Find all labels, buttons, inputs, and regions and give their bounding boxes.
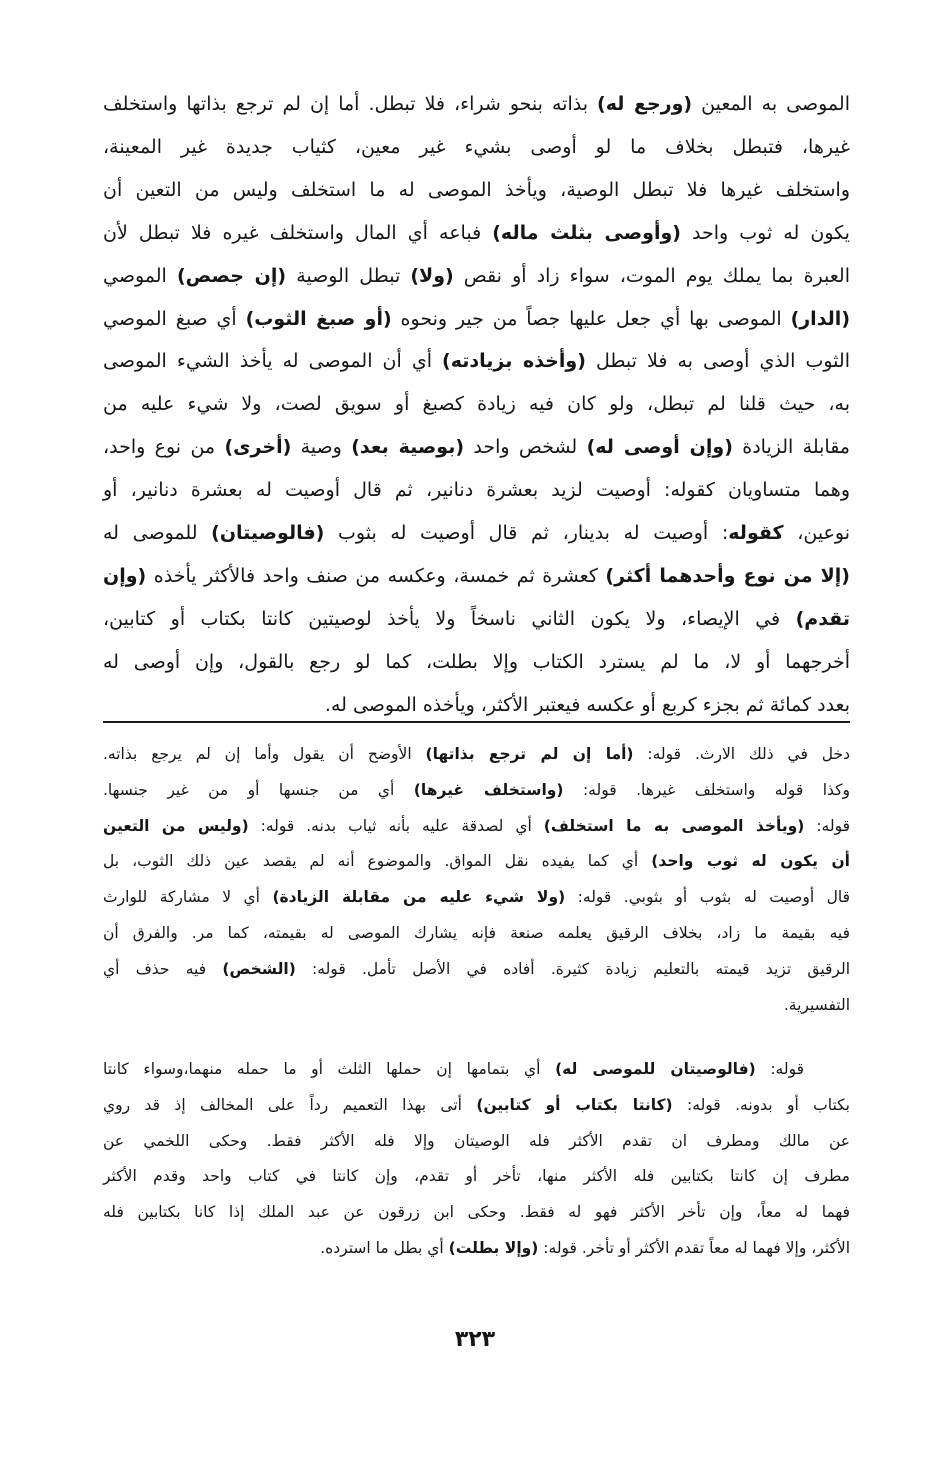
- text-segment: به، حيث قلنا لم تبطل، ولو كان فيه زيادة كصبغ أو سويق لصت، ولا شيء عليه من: [103, 393, 850, 416]
- footnote-paragraph: [103, 1052, 850, 1267]
- text-line: [103, 512, 850, 555]
- bold-term: (الدار): [790, 307, 851, 330]
- text-line: [103, 1052, 850, 1088]
- bold-term: (إلا من نوع وأحدهما أكثر): [605, 564, 850, 587]
- text-segment: الموصى بها أي جعل عليها جصاً من جير ونحوه: [391, 307, 791, 330]
- text-line: [103, 298, 850, 341]
- bold-term: (ويأخذ الموصى به ما استخلف): [543, 816, 805, 835]
- text-segment: غيرها، فتبطل بخلاف ما لو أوصى بشيء غير معين، كثياب جديدة غير المعينة،: [103, 135, 850, 158]
- bold-term: (بوصية بعد): [351, 436, 465, 459]
- bold-term: (أو صبغ الثوب): [245, 307, 392, 330]
- text-line: [103, 340, 850, 383]
- bold-term: (أما إن لم ترجع بذاتها): [425, 745, 634, 763]
- text-segment: أي كما يفيده نقل المواق. والموضوع أنه لم يقصد عين ذلك الثوب، بل: [103, 852, 652, 871]
- text-line: [103, 1195, 850, 1231]
- bold-term: أن يكون له ثوب واحد): [651, 852, 850, 871]
- text-line: [103, 844, 850, 880]
- bold-term: (واستخلف غيرها): [413, 780, 564, 799]
- text-segment: قوله:: [804, 816, 850, 835]
- text-segment: العبرة بما يملك يوم الموت، سواء زاد أو نقص: [453, 264, 850, 287]
- text-segment: أي لصدقة عليه بأنه ثياب بدنه. قوله:: [248, 816, 544, 835]
- text-line: [103, 880, 850, 916]
- text-segment: تبطل الوصية: [286, 264, 411, 287]
- text-segment: لشخص واحد: [464, 436, 587, 459]
- text-segment: أي بتمامها إن حملها الثلث أو ما حمله منهما،وسواء كانتا: [103, 1060, 556, 1078]
- text-segment: دخل في ذلك الارث. قوله:: [633, 745, 850, 763]
- text-segment: بذاته بنحو شراء، فلا تبطل. أما إن لم ترجع بذاتها واستخلف: [103, 93, 598, 115]
- text-segment: واستخلف غيرها فلا تبطل الوصية، ويأخذ الموصى له ما استخلف وليس من التعين أن: [103, 178, 850, 201]
- text-line: [103, 641, 850, 684]
- text-line: [103, 169, 850, 212]
- text-segment: للموصى له: [103, 522, 212, 545]
- bold-term: (كانتا بكتاب أو كتابين): [476, 1095, 673, 1114]
- text-segment: فهما له معاً، وإن تأخر الأكثر فهو له فقط. وحكى ابن زرقون عن عبد الملك إذا كانا بكتابين فله: [103, 1203, 850, 1222]
- text-segment: الأكثر، وإلا فهما له معاً تقدم الأكثر أو تأخر. قوله:: [538, 1238, 850, 1257]
- text-line: [103, 126, 850, 169]
- bold-term: (إن جصص): [176, 264, 287, 287]
- text-segment: بعدد كمائة ثم بجزء كربع أو عكسه فيعتبر الأكثر، ويأخذه الموصى له.: [324, 693, 850, 716]
- bold-term: (وإن أوصى له): [586, 436, 733, 459]
- text-line: [103, 773, 850, 809]
- bold-term: (ولا): [410, 264, 454, 287]
- text-segment: الثوب الذي أوصى به فلا تبطل: [585, 350, 850, 373]
- text-segment: من نوع واحد،: [103, 436, 225, 459]
- text-line: [103, 598, 850, 641]
- text-segment: أي لا مشاركة للوارث: [103, 888, 273, 907]
- bold-term: (فالوصيتان للموصى له): [555, 1060, 756, 1078]
- text-segment: أي من جنسها أو من غير جنسها.: [103, 780, 414, 799]
- text-segment: فيه حذف أي: [103, 959, 223, 978]
- text-line: [103, 988, 850, 1024]
- text-segment: الأوضح أن يقول وأما إن لم يرجع بذاته.: [103, 745, 426, 763]
- text-segment: الموصى به المعين: [692, 93, 850, 115]
- text-segment: يكون له ثوب واحد: [680, 221, 850, 244]
- text-segment: مقابلة الزيادة: [732, 436, 850, 459]
- footnote-separator: [103, 721, 850, 723]
- text-segment: أخرجهما أو لا، ما لم يسترد الكتاب وإلا بطلت، كما لو رجع بالقول، وإن أوصى له: [103, 650, 850, 673]
- text-line: [103, 83, 850, 126]
- text-line: [103, 916, 850, 952]
- text-line: [103, 426, 850, 469]
- text-segment: وهما متساويان كقوله: أوصيت لزيد بعشرة دنانير، ثم قال أوصيت له بعشرة دنانير، أو: [103, 479, 850, 502]
- text-segment: عن مالك ومطرف ان تقدم الأكثر فله الوصيتان وإلا فله الأكثر فقط. وحكى اللخمي عن: [103, 1131, 850, 1150]
- text-segment: أي أن الموصى له يأخذ الشيء الموصى: [103, 350, 443, 373]
- text-line: [103, 255, 850, 298]
- bold-term: (ولا شيء عليه من مقابلة الزيادة): [272, 888, 566, 907]
- text-line: [103, 1088, 850, 1124]
- text-segment: الموصي: [103, 264, 177, 287]
- text-line: [103, 809, 850, 845]
- text-segment: وكذا قوله واستخلف غيرها. قوله:: [563, 780, 851, 799]
- text-segment: بكتاب أو بدونه. قوله:: [672, 1095, 850, 1114]
- text-line: [103, 737, 850, 773]
- bold-term: (وإن: [103, 564, 147, 587]
- text-segment: نوعين،: [783, 522, 851, 545]
- text-line: [103, 383, 850, 426]
- text-segment: أي بطل ما استرده.: [320, 1238, 449, 1257]
- text-segment: : أوصيت له بدينار، ثم قال أوصيت له بثوب: [324, 522, 729, 545]
- footnote-paragraph: [103, 737, 850, 1023]
- bold-term: (وأخذه بزيادته): [442, 350, 586, 373]
- text-segment: أي صبغ الموصي: [103, 307, 246, 330]
- main-text: [103, 83, 850, 727]
- text-segment: فباعه أي المال واستخلف غيره فلا تبطل لأن: [103, 221, 493, 244]
- bold-term: (وأوصى بثلث ماله): [492, 221, 681, 244]
- text-line: [103, 469, 850, 512]
- text-line: [103, 1159, 850, 1195]
- text-line: [103, 212, 850, 255]
- text-line: [103, 1231, 850, 1267]
- bold-term: (أخرى): [224, 436, 292, 459]
- text-segment: التفسيرية.: [783, 995, 850, 1014]
- text-line: [103, 952, 850, 988]
- text-segment: أتى بهذا التعميم رداً على المخالف إذ قد روي: [103, 1095, 477, 1114]
- text-segment: مطرف إن كانتا بكتابين فله الأكثر منها، تأخر أو تقدم، وإن كانتا في كتاب واحد وقدم الأكثر: [103, 1167, 850, 1186]
- text-line: [103, 1124, 850, 1160]
- bold-term: (وليس من التعين: [103, 816, 249, 835]
- text-segment: فيه بقيمة ما زاد، بخلاف الرقيق يعلمه صنعة فإنه يشارك الموصى له بقيمته، كما مر. والفرق أن: [103, 923, 850, 942]
- bold-term: (فالوصيتان): [211, 522, 325, 545]
- text-segment: كعشرة ثم خمسة، وعكسه من صنف واحد فالأكثر يأخذه: [146, 564, 606, 587]
- text-segment: الرقيق تزيد قيمته بالتعليم زيادة كثيرة. أفاده في الأصل تأمل. قوله:: [295, 959, 851, 978]
- text-line: [103, 555, 850, 598]
- bold-term: (ورجع له): [597, 93, 693, 115]
- text-segment: قال أوصيت له بثوب أو بثوبي. قوله:: [565, 888, 850, 907]
- text-segment: وصية: [291, 436, 352, 459]
- bold-term: (وإلا بطلت): [448, 1238, 539, 1257]
- bold-term: تقدم): [795, 607, 850, 630]
- bold-term: (الشخص): [222, 959, 296, 978]
- bold-term: كقوله: [728, 522, 784, 545]
- text-segment: في الإيصاء، ولا يكون الثاني ناسخاً ولا يأخذ لوصيتين كانتا بكتاب أو كتابين،: [103, 607, 796, 630]
- page-number: ٣٢٣: [454, 1327, 496, 1352]
- text-segment: قوله:: [755, 1060, 804, 1078]
